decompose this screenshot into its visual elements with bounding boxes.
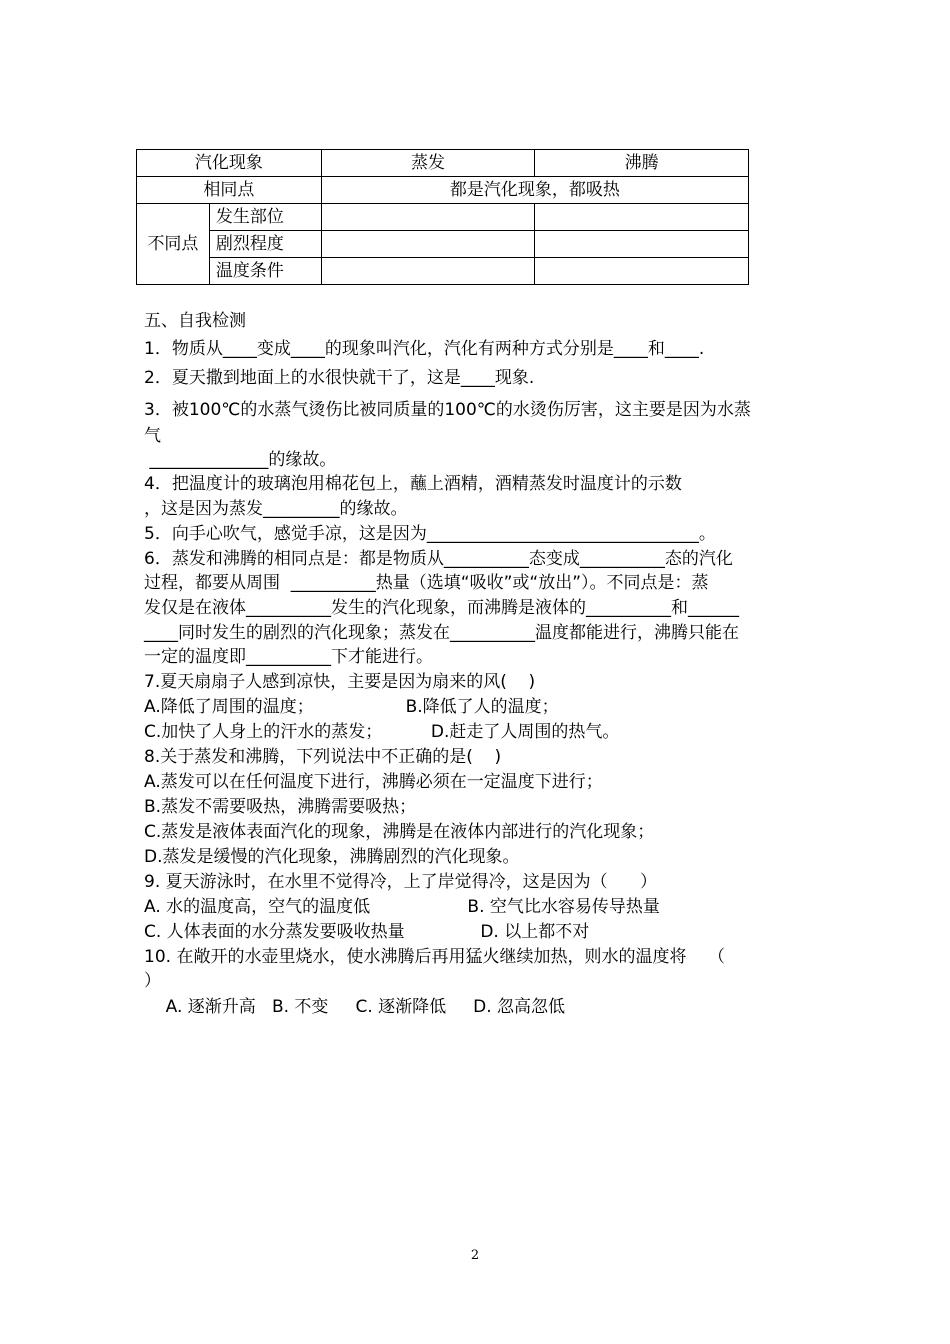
table-header-cell: 沸腾 [535,150,749,177]
question-text: 过程，都要从周围 __________热量（选填“吸收”或“放出”）。不同点是：蒸 [144,573,709,593]
table-row [137,177,749,204]
table-row [137,231,749,258]
question-text: 气 [144,426,161,446]
question-text: 1．物质从____变成____的现象叫汽化，汽化有两种方式分别是____和____. [144,339,705,359]
table-cell: 温度条件 [209,258,321,285]
table-cell [535,258,749,285]
question-text: 8.关于蒸发和沸腾，下列说法中不正确的是( ) [144,747,502,767]
question-text: 3．被100℃的水蒸气烫伤比被同质量的100℃的水烫伤厉害，这主要是因为水蒸 [144,400,751,420]
table-cell [321,231,535,258]
question-text: ，这是因为蒸发_________的缘故。 [144,499,408,519]
table-cell [535,204,749,231]
section-heading: 五、自我检测 [144,311,246,331]
answer-options: A. 水的温度高，空气的温度低 B. 空气比水容易传导热量 [144,897,660,917]
comparison-table [136,149,749,285]
answer-option: C.蒸发是液体表面汽化的现象，沸腾是在液体内部进行的汽化现象； [144,822,655,842]
question-text: ______________的缘故。 [144,450,337,470]
answer-options: C. 人体表面的水分蒸发要吸收热量 D. 以上都不对 [144,922,590,942]
table-cell [321,258,535,285]
answer-options: A. 逐渐升高 B. 不变 C. 逐渐降低 D. 忽高忽低 [144,997,566,1017]
question-text: 4．把温度计的玻璃泡用棉花包上，蘸上酒精，酒精蒸发时温度计的示数 [144,474,682,494]
answer-options: C.加快了人身上的汗水的蒸发； D.赶走了人周围的热气。 [144,722,620,742]
table-header-cell: 汽化现象 [137,150,322,177]
answer-options: A.降低了周围的温度； B.降低了人的温度； [144,697,559,717]
table-cell [535,231,749,258]
question-text: 一定的温度即__________下才能进行。 [144,647,433,667]
table-cell: 不同点 [137,204,210,285]
table-cell [321,204,535,231]
question-text: 9. 夏天游泳时，在水里不觉得冷，上了岸觉得冷，这是因为（ ） [144,872,658,892]
question-text: 7.夏天扇扇子人感到凉快，主要是因为扇来的风( ) [144,672,536,692]
question-text: ） [144,971,161,991]
answer-option: A.蒸发可以在任何温度下进行，沸腾必须在一定温度下进行； [144,772,603,792]
page-number: 2 [470,1248,480,1263]
table-cell: 相同点 [137,177,322,204]
table-cell: 都是汽化现象，都吸热 [321,177,748,204]
answer-option: D.蒸发是缓慢的汽化现象，沸腾剧烈的汽化现象。 [144,847,520,867]
table-row [137,258,749,285]
table-header-row [137,150,749,177]
table-cell: 剧烈程度 [209,231,321,258]
question-text: 6．蒸发和沸腾的相同点是：都是物质从__________态变成__________态的汽化 [144,549,733,569]
answer-option: B.蒸发不需要吸热，沸腾需要吸热； [144,797,417,817]
table-header-cell: 蒸发 [321,150,535,177]
question-text: 5．向手心吹气，感觉手凉，这是因为________________________________。 [144,524,716,544]
question-text: ____同时发生的剧烈的汽化现象；蒸发在__________温度都能进行，沸腾只能在 [144,623,739,643]
question-text: 10. 在敞开的水壶里烧水，使水沸腾后再用猛火继续加热，则水的温度将 （ [144,947,726,967]
question-text: 发仅是在液体__________发生的汽化现象，而沸腾是液体的__________和______ [144,598,739,618]
question-text: 2．夏天撒到地面上的水很快就干了，这是____现象. [144,368,535,388]
table-cell: 发生部位 [209,204,321,231]
table-row [137,204,749,231]
